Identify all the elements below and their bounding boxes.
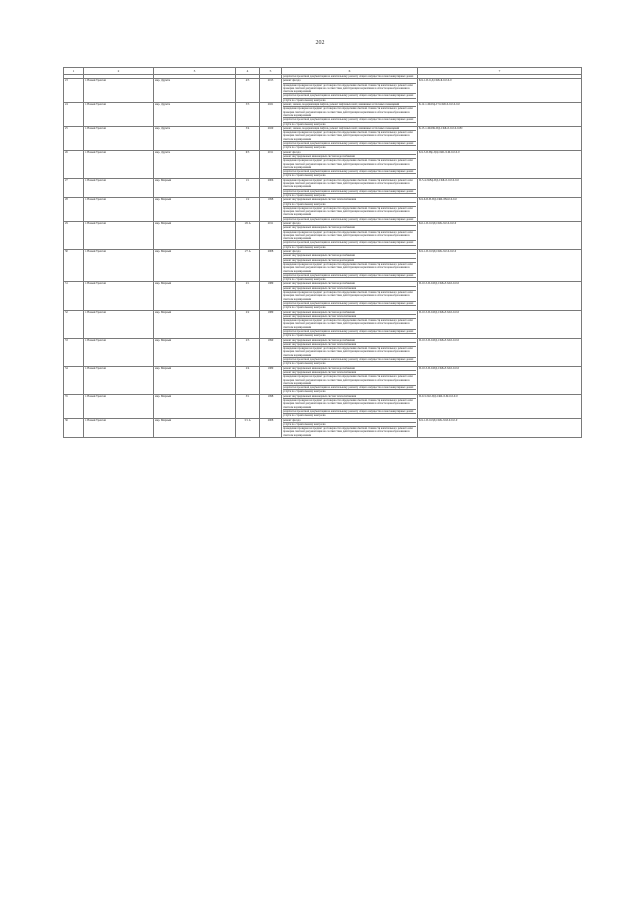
work-types-cell xyxy=(282,221,418,249)
work-type-item: разработка проектной документации на капитальному ремонту общего имущества в многоквартирных домах xyxy=(283,189,416,193)
year-cell: 2008 xyxy=(260,418,282,437)
header-cell: 4 xyxy=(236,68,260,75)
work-type-item: проведение проверки на предмет достоверности определения сметной стоимости капитального ремонта или проверки сметной документации на соответствие действующим нормативам в области ценообразования в сметном нормировании xyxy=(283,398,416,409)
project-code-cell: П-5-4-П-Вф-ПД-СКБ-Л-0-0-0-0-0 xyxy=(418,178,582,197)
work-type-item: ремонт внутридомовых инженерных систем теплоснабжения xyxy=(283,286,416,290)
work-type-item: проведение проверки на предмет достоверности определения сметной стоимости капитального ремонта или проверки сметной документации на соответствие действующим нормативам в области ценообразования в сметном нормировании xyxy=(283,83,416,94)
table-row xyxy=(64,198,582,222)
year-cell: 2020 xyxy=(260,126,282,150)
row-number-cell: 23 xyxy=(64,79,84,103)
work-types-cell xyxy=(282,126,418,150)
table-row xyxy=(64,366,582,394)
table-header-row xyxy=(64,68,582,75)
house-number-cell: 4/3 xyxy=(236,79,260,103)
work-type-item: проведение проверки на предмет достоверности определения сметной стоимости капитального ремонта или проверки сметной документации на соответствие действующим нормативам в области ценообразования в сметном нормировании xyxy=(283,346,416,357)
work-type-item: услуги по строительному контролю xyxy=(283,193,416,197)
house-number-cell: 1/1 xyxy=(236,178,260,197)
work-type-item: услуги по строительному контролю xyxy=(283,361,416,365)
work-type-cell: разработка проектной документации на капитальному ремонту общего имущества в многоквартирных домах xyxy=(282,75,418,79)
work-type-item: услуги по строительному контролю xyxy=(283,202,416,206)
work-types-cell xyxy=(282,310,418,338)
address-cell: мкр. Мирный xyxy=(154,394,236,418)
header-cell: 3 xyxy=(154,68,236,75)
address-cell: мкр. Дружба xyxy=(154,103,236,127)
work-type-item: ремонт внутридомовых инженерных систем водоснабжения xyxy=(283,338,355,342)
work-type-item: услуги по строительному контролю xyxy=(283,389,416,393)
city-cell: г. Новый Уренгой xyxy=(84,282,154,310)
address-cell: мкр. Дружба xyxy=(154,126,236,150)
address-cell: мкр. Дружба xyxy=(154,150,236,178)
work-type-item: разработка проектной документации на капитальному ремонту общего имущества в многоквартирных домах xyxy=(283,301,416,305)
city-cell: г. Новый Уренгой xyxy=(84,338,154,366)
work-types-cell xyxy=(282,282,418,310)
project-code-cell: Б-6-1-П-0-ПД-СКБ-Л-0-0-0-0-0 xyxy=(418,221,582,249)
work-types-cell xyxy=(282,103,418,127)
work-types-cell xyxy=(282,250,418,282)
city-cell: г. Новый Уренгой xyxy=(84,250,154,282)
table-row xyxy=(64,103,582,127)
house-number-cell: 5/4 xyxy=(236,126,260,150)
row-number-cell: 31 xyxy=(64,282,84,310)
work-types-cell xyxy=(282,79,418,103)
address-cell: мкр. Мирный xyxy=(154,282,236,310)
work-type-item: проведение проверки на предмет достоверности определения сметной стоимости капитального ремонта или проверки сметной документации на соответствие действующим нормативам в области ценообразования в сметном нормировании xyxy=(283,178,413,189)
work-type-item: разработка проектной документации на капитальному ремонту общего имущества в многоквартирных домах xyxy=(283,93,416,97)
work-type-item: ремонт фасада xyxy=(283,79,301,83)
work-type-item: услуги по строительному контролю xyxy=(283,98,416,102)
work-type-item: разработка проектной документации на капитальному ремонту общего имущества в многоквартирных домах xyxy=(283,169,416,173)
work-type-item: проведение проверки на предмет достоверности определения сметной стоимости капитального ремонта или проверки сметной документации на соответствие действующим нормативам в области ценообразования в сметном нормировании xyxy=(283,426,416,437)
house-number-cell: 1/2 xyxy=(236,198,260,222)
house-number-cell: 1/6 А xyxy=(236,221,260,249)
work-type-item: ремонт внутридомовых инженерных систем теплоснабжения xyxy=(283,342,416,346)
work-type-item: ремонт фасада xyxy=(283,418,301,422)
row-number-cell: 24 xyxy=(64,103,84,127)
city-cell: г. Новый Уренгой xyxy=(84,178,154,197)
address-cell: мкр. Мирный xyxy=(154,338,236,366)
work-type-item: разработка проектной документации на капитальному ремонту общего имущества в многоквартирных домах xyxy=(283,385,416,389)
row-number-cell: 35 xyxy=(64,394,84,418)
work-types-cell xyxy=(282,198,418,222)
city-cell: г. Новый Уренгой xyxy=(84,221,154,249)
table-row xyxy=(64,178,582,197)
project-code-cell: Б-9-6-П-В-ПД-СКБ-ЛМ-0-0-0-0 xyxy=(418,198,582,222)
city-cell: г. Новый Уренгой xyxy=(84,394,154,418)
work-type-item: ремонт внутридомовых инженерных систем водоснабжения xyxy=(283,310,355,314)
work-type-item: ремонт внутридомовых инженерных систем водоснабжения xyxy=(283,253,416,257)
work-type-item: проведение проверки на предмет достоверности определения сметной стоимости капитального ремонта или проверки сметной документации на соответствие действующим нормативам в области ценообразования в сметном нормировании xyxy=(283,230,416,241)
table-row xyxy=(64,418,582,437)
address-cell: мкр. Мирный xyxy=(154,221,236,249)
address-cell: мкр. Мирный xyxy=(154,418,236,437)
table-row xyxy=(64,221,582,249)
header-cell: 5 xyxy=(260,68,282,75)
work-type-item: проведение проверки на предмет достоверности определения сметной стоимости капитального ремонта или проверки сметной документации на соответствие действующим нормативам в области ценообразования в сметном нормировании xyxy=(283,106,416,117)
work-type-item: разработка проектной документации на капитальному ремонту общего имущества в многоквартирных домах xyxy=(283,217,416,221)
project-code-cell: Б-9-1-П-0-ПД-СКБ-Л-М-0-0-0-0 xyxy=(418,418,582,437)
project-code-cell: Б-15-1-Ш-ПК-ПД-СКБ-Л-0-0-0-0-Ю xyxy=(418,126,582,150)
year-cell: 2011 xyxy=(260,150,282,178)
work-types-cell xyxy=(282,150,418,178)
table-row xyxy=(64,282,582,310)
row-number-cell: 27 xyxy=(64,178,84,197)
work-type-item: проведение проверки на предмет достоверности определения сметной стоимости капитального ремонта или проверки сметной документации на соответствие действующим нормативам в области ценообразования в сметном нормировании xyxy=(283,130,416,141)
year-cell: 1989 xyxy=(260,282,282,310)
work-type-item: проведение проверки на предмет достоверности определения сметной стоимости капитального ремонта или проверки сметной документации на соответствие действующим нормативам в области ценообразования в сметном нормировании xyxy=(283,290,416,301)
work-type-item: услуги по строительному контролю xyxy=(283,422,416,426)
year-cell: 2006 xyxy=(260,178,282,197)
city-cell: г. Новый Уренгой xyxy=(84,418,154,437)
project-code-cell: П-10-3-П-0-ПД-СКБ-Л-М-0-0-0-0 xyxy=(418,310,582,338)
project-code-cell: Б-12-1-Ш-Пф-ГЭ-СКБ-0-0-0-0-0-0 xyxy=(418,103,582,127)
work-type-item: ремонт внутридомовых инженерных систем водоснабжения xyxy=(283,154,416,158)
work-type-item: ремонт, замена, модернизация лифтов, ремонт лифтовых шахт, машинных и блочных помещений xyxy=(283,103,400,107)
year-cell: 1989 xyxy=(260,310,282,338)
work-type-item: проведение проверки на предмет достоверности определения сметной стоимости капитального ремонта или проверки сметной документации на соответствие действующим нормативам в области ценообразования в сметном нормировании xyxy=(283,206,416,217)
work-type-item: разработка проектной документации на капитальному ремонту общего имущества в многоквартирных домах xyxy=(283,357,416,361)
table-row xyxy=(64,150,582,178)
row-number-cell: 30 xyxy=(64,250,84,282)
work-types-cell xyxy=(282,394,418,418)
city-cell: г. Новый Уренгой xyxy=(84,150,154,178)
work-type-item: разработка проектной документации на капитальному ремонту общего имущества в многоквартирных домах xyxy=(283,273,416,277)
address-cell: мкр. Мирный xyxy=(154,366,236,394)
house-number-cell: 2/3 xyxy=(236,338,260,366)
work-types-cell xyxy=(282,418,418,437)
city-cell: г. Новый Уренгой xyxy=(84,79,154,103)
address-cell: мкр. Мирный xyxy=(154,178,236,197)
work-type-item: услуги по строительному контролю xyxy=(283,333,416,337)
header-cell: 2 xyxy=(84,68,154,75)
city-cell: г. Новый Уренгой xyxy=(84,198,154,222)
work-type-item: услуги по строительному контролю xyxy=(283,122,416,126)
year-cell: 1990 xyxy=(260,338,282,366)
house-number-cell: 5/3 xyxy=(236,103,260,127)
table-row xyxy=(64,338,582,366)
house-number-cell: 2/4 xyxy=(236,366,260,394)
work-types-cell xyxy=(282,338,418,366)
work-type-item: услуги по строительному контролю xyxy=(283,173,416,177)
work-type-item: разработка проектной документации на капитальному ремонту общего имущества в многоквартирных домах xyxy=(283,409,416,413)
work-type-item: ремонт, замена, модернизация лифтов, ремонт лифтовых шахт, машинных и блочных помещений xyxy=(283,126,400,130)
capital-repair-table xyxy=(63,67,582,438)
year-cell: 2015 xyxy=(260,79,282,103)
work-type-item: ремонт фасада xyxy=(283,150,301,154)
address-cell: мкр. Дружба xyxy=(154,79,236,103)
project-code-cell: П-10-3-П-0-ПД-СКБ-Л-М-0-0-0-0 xyxy=(418,338,582,366)
year-cell: 1998 xyxy=(260,198,282,222)
project-code-cell: Б-9-1-П-0-Д-СКБ-Б-0-0-0-0 xyxy=(418,79,582,103)
work-type-item: услуги по строительному контролю xyxy=(283,145,416,149)
row-number-cell: 25 xyxy=(64,126,84,150)
address-cell: мкр. Мирный xyxy=(154,310,236,338)
work-type-item: услуги по строительному контролю xyxy=(283,245,416,249)
city-cell: г. Новый Уренгой xyxy=(84,126,154,150)
work-types-cell xyxy=(282,178,418,197)
work-type-item: ремонт внутридомовых инженерных систем водоснабжения xyxy=(283,366,355,370)
header-cell: 1 xyxy=(64,68,84,75)
table-row xyxy=(64,250,582,282)
work-type-item: разработка проектной документации на капитальному ремонту общего имущества в многоквартирных домах xyxy=(283,141,416,145)
row-number-cell: 36 xyxy=(64,418,84,437)
work-type-item: разработка проектной документации на капитальному ремонту общего имущества в многоквартирных домах xyxy=(283,329,416,333)
year-cell: 2011 xyxy=(260,221,282,249)
work-type-item: услуги по строительному контролю xyxy=(283,277,416,281)
work-type-item: проведение проверки на предмет достоверности определения сметной стоимости капитального ремонта или проверки сметной документации на соответствие действующим нормативам в области ценообразования в сметном нормировании xyxy=(283,318,416,329)
year-cell: 2008 xyxy=(260,250,282,282)
row-number-cell: 33 xyxy=(64,338,84,366)
work-type-item: услуги по строительному контролю xyxy=(283,413,416,417)
work-type-item: ремонт внутридомовых инженерных систем водоотведения xyxy=(283,258,416,262)
work-type-item: проведение проверки на предмет достоверности определения сметной стоимости капитального ремонта или проверки сметной документации на соответствие действующим нормативам в области ценообразования в сметном нормировании xyxy=(283,374,416,385)
city-cell: г. Новый Уренгой xyxy=(84,366,154,394)
project-code-cell: Б-9-3-П-Вф-ПД-СКБ-Л-М-0-0-0-0 xyxy=(418,150,582,178)
address-cell: мкр. Мирный xyxy=(154,198,236,222)
work-type-item: ремонт фасада xyxy=(283,250,301,254)
work-type-item: ремонт внутридомовых инженерных систем теплоснабжения xyxy=(283,370,416,374)
project-code-cell: П-10-3-П-0-ПД-СКБ-Л-М-0-0-0-0 xyxy=(418,366,582,394)
project-code-cell: П-9-3-П-0-ПД-СКБ-Л-М-0-0-0-0 xyxy=(418,394,582,418)
work-type-item: ремонт внутридомовых инженерных систем водоснабжения xyxy=(283,282,355,286)
house-number-cell: 2/1 xyxy=(236,282,260,310)
year-cell: 1998 xyxy=(260,394,282,418)
work-types-cell xyxy=(282,366,418,394)
year-cell: 1989 xyxy=(260,366,282,394)
project-code-cell: Б-9-1-П-0-ПД-СКБ-Л-0-0-0-0-0 xyxy=(418,250,582,282)
header-cell: 7 xyxy=(418,68,582,75)
work-type-item: ремонт внутридомовых инженерных систем теплоснабжения xyxy=(283,394,357,398)
work-type-item: разработка проектной документации на капитальному ремонту общего имущества в многоквартирных домах xyxy=(283,117,416,121)
work-type-item: ремонт внутридомовых инженерных систем теплоснабжения xyxy=(283,198,357,202)
house-number-cell: 2/2 xyxy=(236,310,260,338)
work-type-item: ремонт фасада xyxy=(283,221,301,225)
work-type-item: услуги по строительному контролю xyxy=(283,305,416,309)
city-cell: г. Новый Уренгой xyxy=(84,310,154,338)
table-row xyxy=(64,394,582,418)
city-cell: г. Новый Уренгой xyxy=(84,103,154,127)
row-number-cell: 32 xyxy=(64,310,84,338)
house-number-cell: 6/3 xyxy=(236,150,260,178)
work-type-item: ремонт внутридомовых инженерных систем теплоснабжения xyxy=(283,314,416,318)
work-type-item: разработка проектной документации на капитальному ремонту общего имущества в многоквартирных домах xyxy=(283,240,416,244)
table-row xyxy=(64,126,582,150)
row-number-cell: 28 xyxy=(64,198,84,222)
house-number-cell: 1/7 А xyxy=(236,250,260,282)
project-code-cell: П-10-3-П-0-ПД-СКБ-Л-М-0-0-0-0 xyxy=(418,282,582,310)
row-number-cell: 26 xyxy=(64,150,84,178)
table-body xyxy=(64,68,582,438)
table-row xyxy=(64,310,582,338)
work-type-item: проведение проверки на предмет достоверности определения сметной стоимости капитального ремонта или проверки сметной документации на соответствие действующим нормативам в области ценообразования в сметном нормировании xyxy=(283,262,416,273)
page-number: 202 xyxy=(315,40,325,46)
work-type-item: проведение проверки на предмет достоверности определения сметной стоимости капитального ремонта или проверки сметной документации на соответствие действующим нормативам в области ценообразования в сметном нормировании xyxy=(283,158,416,169)
house-number-cell: 3/1 xyxy=(236,394,260,418)
year-cell: 2021 xyxy=(260,103,282,127)
house-number-cell: 3/1 А xyxy=(236,418,260,437)
row-number-cell: 34 xyxy=(64,366,84,394)
row-number-cell: 29 xyxy=(64,221,84,249)
work-type-item: ремонт внутридомовых инженерных систем водоснабжения xyxy=(283,225,416,229)
table-row xyxy=(64,79,582,103)
header-cell: 6 xyxy=(282,68,418,75)
address-cell: мкр. Мирный xyxy=(154,250,236,282)
